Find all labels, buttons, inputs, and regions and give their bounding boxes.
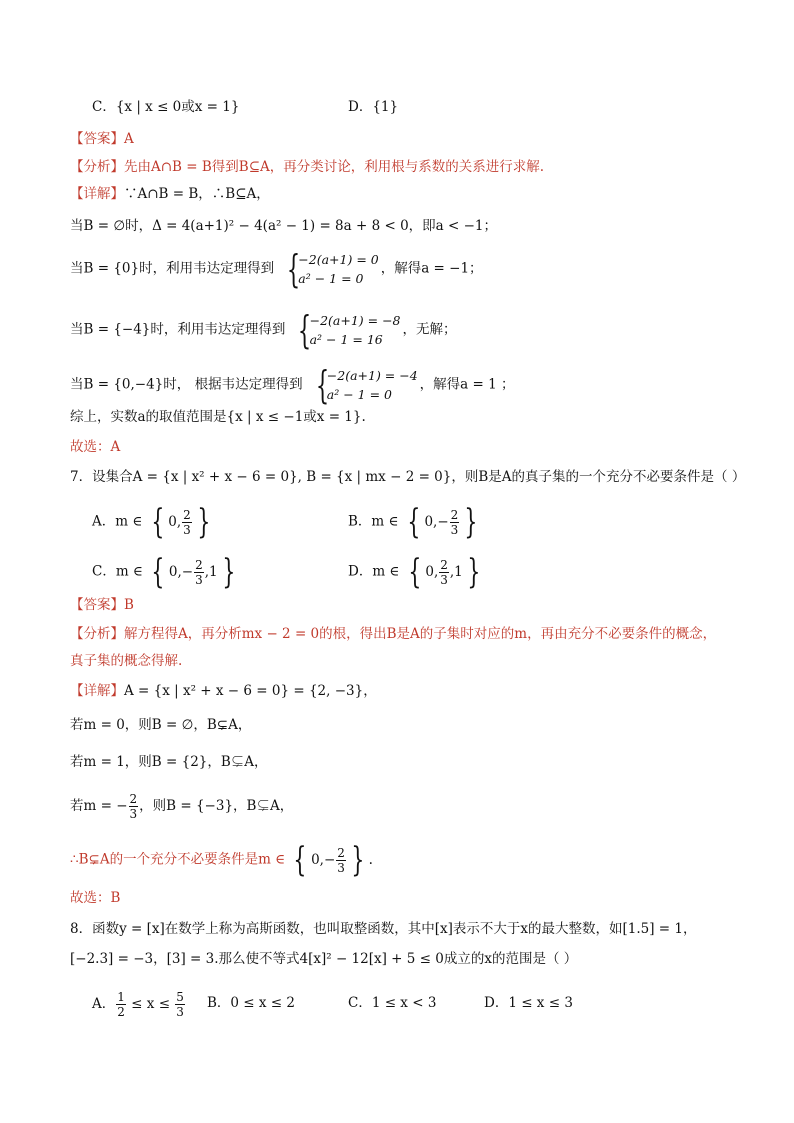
q6-case-empty: 当B = ∅时，Δ = 4(a+1)² − 4(a² − 1) = 8a + 8 < 0，即a < −1；	[70, 218, 498, 234]
analysis-label: 【分析】	[70, 159, 124, 175]
q6-option-d: D．{1}	[348, 99, 399, 115]
case-pre: 当B = {0,−4}时， 根据韦达定理得到	[70, 376, 303, 393]
q6-choice: 故选：A	[70, 439, 121, 455]
q7-stem: 7．设集合A = {x | x² + x − 6 = 0}, B = {x | mx − 2 = 0}，则B是A的真子集的一个充分不必要条件是（ ）	[70, 469, 746, 485]
set-expression: { 0, $\frac{2}{3}$ }	[150, 502, 211, 542]
case-pre: 当B = {0}时，利用韦达定理得到	[70, 260, 275, 277]
q8-option-d: D．1 ≤ x ≤ 3	[484, 995, 573, 1011]
q6-answer	[70, 129, 134, 149]
analysis-text: 先由A∩B = B得到B⊆A，再分类讨论，利用根与系数的关系进行求解.	[124, 159, 545, 175]
q7-option-b: B．m ∈ { 0,− $\frac{2}{3}$ }	[348, 505, 482, 539]
q7-case-m-neg: 若m = − $\frac{2}{3}$ ，则B = {−3}，B⊊A，	[70, 792, 294, 821]
q6-case-zero	[70, 247, 483, 291]
set-expression: { 0,− $\frac{2}{3}$ } .	[293, 840, 373, 880]
equation-system: { −2(a+1) = −8 a² − 1 = 16	[298, 308, 401, 352]
q8-stem-line2: [−2.3] = −3，[3] = 3.那么使不等式4[x]² − 12[x] + 5 ≤ 0成立的x的范围是（ ）	[70, 951, 578, 967]
system-row: −2(a+1) = −4	[326, 368, 418, 383]
case-post: ，解得a = −1；	[380, 260, 483, 277]
q7-case-m0: 若m = 0，则B = ∅，B⊊A，	[70, 717, 252, 733]
q7-detail	[70, 681, 377, 701]
detail-label: 【详解】	[70, 683, 124, 699]
q6-detail	[70, 184, 270, 204]
q7-option-d: D．m ∈ { 0, $\frac{2}{3}$ ,1 }	[348, 555, 484, 589]
answer-label: 【答案】	[70, 131, 124, 147]
q7-choice: 故选：B	[70, 890, 121, 906]
q7-analysis-line2: 真子集的概念得解.	[70, 653, 183, 669]
set-expression: { 0,− $\frac{2}{3}$ ,1 }	[151, 552, 235, 592]
analysis-label: 【分析】	[70, 626, 124, 642]
q8-stem-line1: 8．函数y = [x]在数学上称为高斯函数，也叫取整函数，其中[x]表示不大于x的最大整数，如[1.5] = 1，	[70, 921, 697, 937]
q7-answer	[70, 595, 134, 615]
q6-analysis	[70, 157, 544, 177]
system-row: a² − 1 = 16	[309, 332, 383, 347]
system-row: −2(a+1) = −8	[309, 313, 401, 328]
case-post: ，解得a = 1 ；	[419, 376, 515, 393]
fraction: $\frac{1}{2}$	[117, 990, 125, 1019]
answer-value: A	[124, 131, 134, 147]
q8-option-c: C．1 ≤ x < 3	[348, 995, 437, 1011]
q7-analysis-line1	[70, 624, 716, 644]
q7-conclusion: ∴B⊊A的一个充分不必要条件是m ∈ { 0,− $\frac{2}{3}$ } .	[70, 840, 373, 880]
equation-system: { −2(a+1) = 0 a² − 1 = 0	[286, 247, 379, 291]
fraction: $\frac{2}{3}$	[129, 792, 138, 821]
q6-case-neg4	[70, 308, 457, 352]
detail-label: 【详解】	[70, 186, 124, 202]
q7-option-c: C．m ∈ { 0,− $\frac{2}{3}$ ,1 }	[92, 555, 239, 589]
q7-case-m1: 若m = 1，则B = {2}，B⊊A，	[70, 754, 268, 770]
equation-system: { −2(a+1) = −4 a² − 1 = 0	[315, 363, 418, 407]
system-row: a² − 1 = 0	[298, 271, 364, 286]
q7-option-a: A．m ∈ { 0, $\frac{2}{3}$ }	[92, 505, 214, 539]
case-pre: 当B = {−4}时，利用韦达定理得到	[70, 321, 286, 338]
analysis-text: 解方程得A，再分析mx − 2 = 0的根，得出B是A的子集时对应的m，再由充分不必要条件的概念，	[124, 626, 717, 642]
system-row: −2(a+1) = 0	[298, 252, 379, 267]
set-expression: { 0, $\frac{2}{3}$ ,1 }	[408, 552, 481, 592]
fraction: $\frac{5}{3}$	[176, 990, 184, 1019]
q6-case-both	[70, 363, 515, 407]
q8-option-b: B．0 ≤ x ≤ 2	[207, 995, 296, 1011]
set-expression: { 0,− $\frac{2}{3}$ }	[407, 502, 478, 542]
answer-value: B	[124, 597, 134, 613]
case-post: ，无解；	[402, 321, 457, 338]
detail-text: A = {x | x² + x − 6 = 0} = {2, −3}，	[124, 683, 377, 699]
detail-text: ∵A∩B = B，∴B⊆A，	[124, 186, 270, 202]
q6-summary: 综上，实数a的取值范围是{x | x ≤ −1或x = 1}.	[70, 409, 366, 425]
q8-option-a: A． $\frac{1}{2}$ ≤ x ≤ $\frac{5}{3}$	[92, 990, 184, 1019]
system-row: a² − 1 = 0	[326, 387, 392, 402]
answer-label: 【答案】	[70, 597, 124, 613]
q6-option-c: C．{x | x ≤ 0或x = 1}	[92, 99, 240, 115]
